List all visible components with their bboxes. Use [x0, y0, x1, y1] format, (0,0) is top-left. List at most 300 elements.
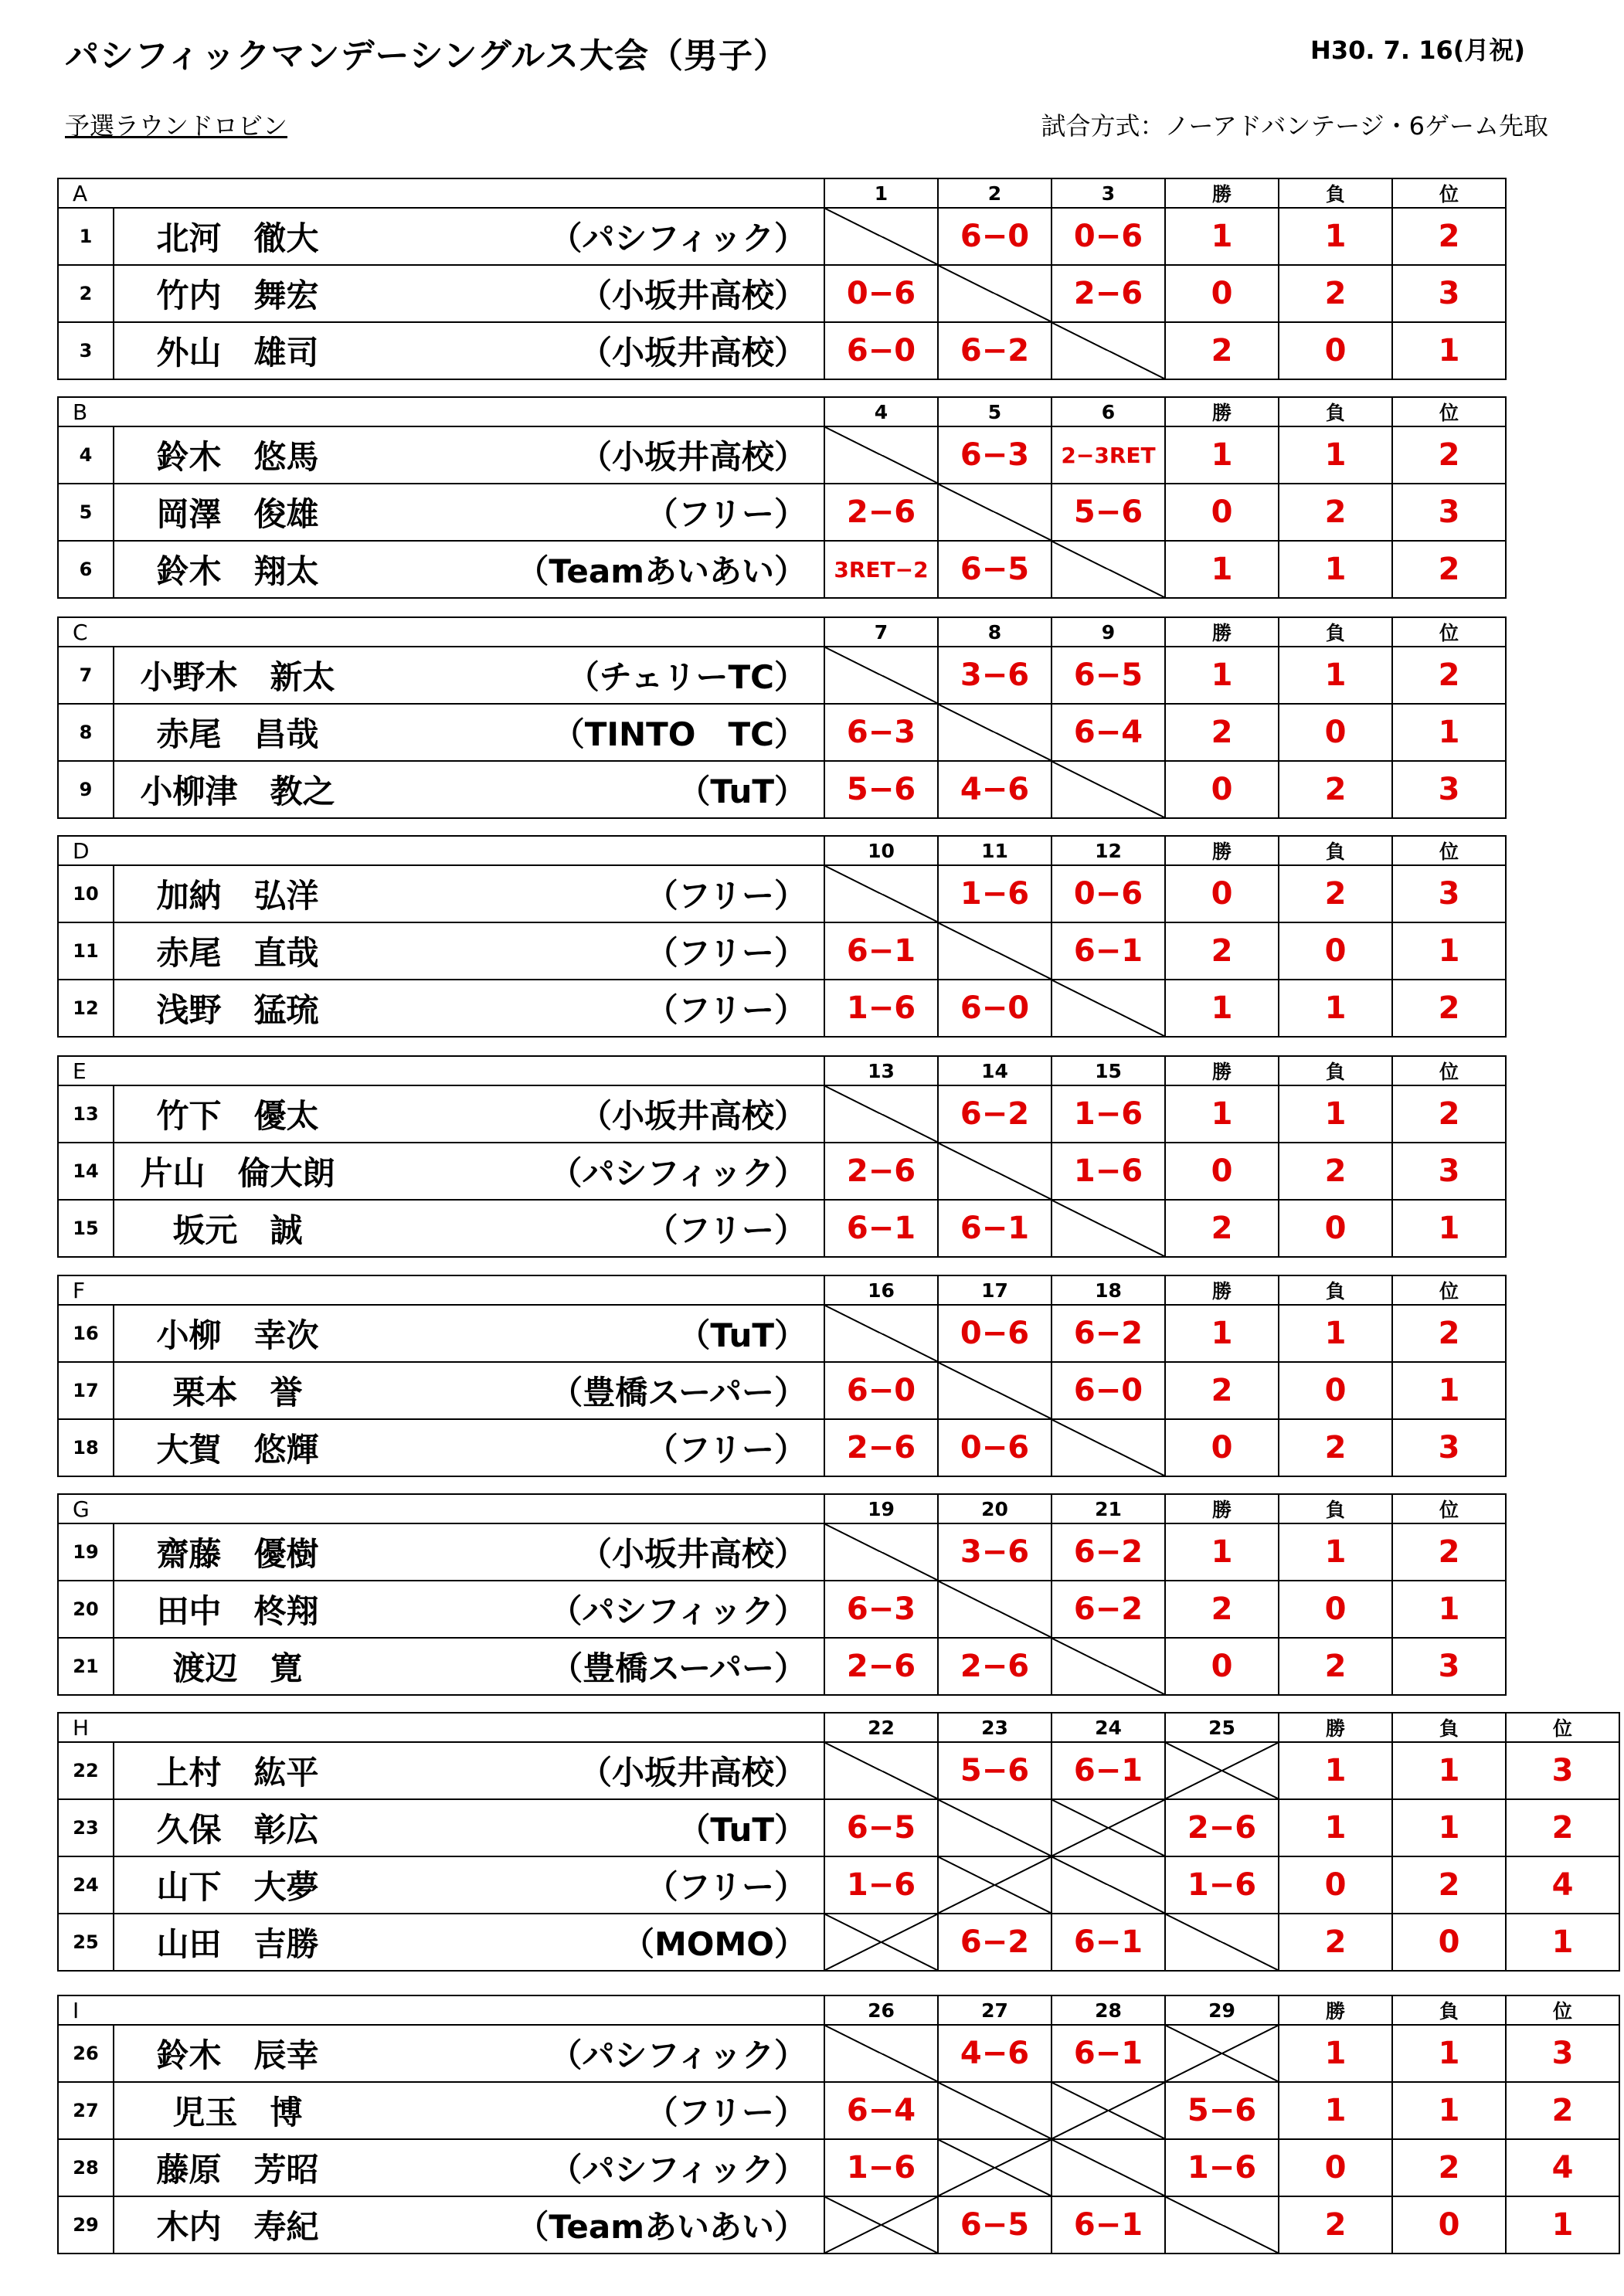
- wins-count: 0: [1165, 1143, 1279, 1200]
- player-row: [58, 2025, 1619, 2082]
- wins-count: 1: [1279, 1742, 1392, 1799]
- no-match-cell: [1052, 1799, 1165, 1856]
- player-row: [58, 2082, 1619, 2139]
- match-score: 6−0: [938, 208, 1052, 265]
- rank-value: 2: [1392, 647, 1506, 704]
- wins-count: 2: [1165, 704, 1279, 761]
- match-score: 0−6: [824, 265, 938, 322]
- player-row: [58, 322, 1506, 379]
- match-score: 6−4: [1052, 704, 1165, 761]
- self-match-cell: [1052, 1200, 1165, 1257]
- player-number: 26: [58, 2025, 114, 2082]
- self-match-cell: [938, 704, 1052, 761]
- player-name: 山田 吉勝: [114, 1914, 361, 1971]
- losses-count: 2: [1279, 1419, 1392, 1476]
- opponent-number-header: 26: [824, 1995, 938, 2025]
- losses-count: 2: [1279, 761, 1392, 818]
- event-date: H30. 7. 16(月祝): [1310, 36, 1525, 65]
- player-name: 久保 彰広: [114, 1799, 361, 1856]
- opponent-number-header: 5: [938, 397, 1052, 426]
- wins-count: 1: [1165, 647, 1279, 704]
- player-row: [58, 1085, 1506, 1143]
- rank-value: 1: [1392, 1200, 1506, 1257]
- match-score: 6−2: [938, 1085, 1052, 1143]
- opponent-number-header: 25: [1165, 1713, 1279, 1742]
- match-score: 6−1: [824, 922, 938, 980]
- player-team: （小坂井高校）: [361, 1523, 824, 1581]
- player-number: 27: [58, 2082, 114, 2139]
- match-score: 6−5: [824, 1799, 938, 1856]
- rank-value: 2: [1392, 426, 1506, 484]
- player-number: 7: [58, 647, 114, 704]
- match-score: 6−1: [938, 1200, 1052, 1257]
- rank-header: 位: [1392, 178, 1506, 208]
- rank-value: 2: [1392, 980, 1506, 1037]
- group-table-a: [57, 178, 1507, 380]
- wins-header: 勝: [1165, 178, 1279, 208]
- player-team: （パシフィック）: [361, 1581, 824, 1638]
- match-score: 6−5: [938, 2196, 1052, 2254]
- match-score: 4−6: [938, 2025, 1052, 2082]
- match-score: 6−5: [938, 541, 1052, 598]
- player-number: 8: [58, 704, 114, 761]
- match-score: 6−1: [1052, 2025, 1165, 2082]
- player-row: [58, 1523, 1506, 1581]
- match-score: 6−3: [824, 704, 938, 761]
- match-score: 6−2: [938, 1914, 1052, 1971]
- rank-value: 3: [1392, 265, 1506, 322]
- player-number: 3: [58, 322, 114, 379]
- match-score: 0−6: [1052, 208, 1165, 265]
- match-format: 試合方式：ノーアドバンテージ・6ゲーム先取: [1041, 111, 1548, 141]
- player-name: 鈴木 辰幸: [114, 2025, 361, 2082]
- opponent-number-header: 18: [1052, 1275, 1165, 1305]
- player-name: 北河 徹大: [114, 208, 361, 265]
- player-number: 16: [58, 1305, 114, 1362]
- self-match-cell: [1052, 1419, 1165, 1476]
- wins-header: 勝: [1279, 1995, 1392, 2025]
- player-number: 9: [58, 761, 114, 818]
- player-number: 6: [58, 541, 114, 598]
- match-score: 1−6: [824, 2139, 938, 2196]
- match-score: 2−6: [824, 484, 938, 541]
- self-match-cell: [938, 484, 1052, 541]
- player-row: [58, 1362, 1506, 1419]
- player-row: [58, 1856, 1619, 1914]
- losses-count: 0: [1279, 922, 1392, 980]
- losses-count: 1: [1392, 1742, 1506, 1799]
- player-team: （フリー）: [361, 1419, 824, 1476]
- match-score: 2−6: [1052, 265, 1165, 322]
- self-match-cell: [1052, 2139, 1165, 2196]
- player-name: 木内 寿紀: [114, 2196, 361, 2254]
- wins-header: 勝: [1279, 1713, 1392, 1742]
- player-name: 竹下 優太: [114, 1085, 361, 1143]
- player-team: （小坂井高校）: [361, 426, 824, 484]
- player-number: 5: [58, 484, 114, 541]
- opponent-number-header: 24: [1052, 1713, 1165, 1742]
- group-table-d: [57, 835, 1507, 1038]
- match-score: 3−6: [938, 1523, 1052, 1581]
- wins-count: 1: [1279, 1799, 1392, 1856]
- match-score: 1−6: [1052, 1085, 1165, 1143]
- losses-count: 1: [1279, 647, 1392, 704]
- losses-header: 負: [1279, 1056, 1392, 1085]
- losses-count: 1: [1279, 541, 1392, 598]
- self-match-cell: [938, 1799, 1052, 1856]
- opponent-number-header: 6: [1052, 397, 1165, 426]
- match-score: 1−6: [824, 1856, 938, 1914]
- player-name: 小柳 幸次: [114, 1305, 361, 1362]
- wins-count: 2: [1165, 1200, 1279, 1257]
- losses-count: 2: [1392, 2139, 1506, 2196]
- wins-count: 0: [1165, 1638, 1279, 1695]
- match-score: 0−6: [1052, 865, 1165, 922]
- player-name: 赤尾 昌哉: [114, 704, 361, 761]
- group-label: B: [58, 397, 824, 426]
- self-match-cell: [1052, 322, 1165, 379]
- player-number: 17: [58, 1362, 114, 1419]
- player-number: 18: [58, 1419, 114, 1476]
- group-table-g: [57, 1493, 1507, 1696]
- self-match-cell: [938, 1581, 1052, 1638]
- player-name: 鈴木 悠馬: [114, 426, 361, 484]
- player-team: （TINTO TC）: [361, 704, 824, 761]
- player-number: 20: [58, 1581, 114, 1638]
- group-header-row: [58, 1995, 1619, 2025]
- opponent-number-header: 11: [938, 836, 1052, 865]
- group-label: E: [58, 1056, 824, 1085]
- player-row: [58, 426, 1506, 484]
- player-row: [58, 1419, 1506, 1476]
- self-match-cell: [1165, 1914, 1279, 1971]
- player-row: [58, 265, 1506, 322]
- player-name: 赤尾 直哉: [114, 922, 361, 980]
- losses-header: 負: [1392, 1995, 1506, 2025]
- player-team: （フリー）: [361, 484, 824, 541]
- player-name: 小柳津 教之: [114, 761, 361, 818]
- group-label: H: [58, 1713, 824, 1742]
- wins-count: 1: [1279, 2025, 1392, 2082]
- match-score: 6−1: [1052, 922, 1165, 980]
- group-header-row: [58, 397, 1506, 426]
- player-row: [58, 865, 1506, 922]
- no-match-cell: [824, 1914, 938, 1971]
- group-header-row: [58, 836, 1506, 865]
- player-team: （フリー）: [361, 865, 824, 922]
- opponent-number-header: 12: [1052, 836, 1165, 865]
- player-team: （Teamあいあい）: [361, 541, 824, 598]
- group-table-b: [57, 396, 1507, 599]
- player-number: 21: [58, 1638, 114, 1695]
- losses-header: 負: [1279, 1494, 1392, 1523]
- opponent-number-header: 23: [938, 1713, 1052, 1742]
- group-label: D: [58, 836, 824, 865]
- player-row: [58, 980, 1506, 1037]
- opponent-number-header: 3: [1052, 178, 1165, 208]
- player-team: （豊橋スーパー）: [361, 1362, 824, 1419]
- wins-header: 勝: [1165, 1056, 1279, 1085]
- wins-count: 1: [1279, 2082, 1392, 2139]
- player-team: （小坂井高校）: [361, 1085, 824, 1143]
- match-score: 6−3: [938, 426, 1052, 484]
- wins-count: 1: [1165, 1305, 1279, 1362]
- wins-header: 勝: [1165, 1275, 1279, 1305]
- match-score: 2−6: [824, 1419, 938, 1476]
- wins-count: 2: [1279, 2196, 1392, 2254]
- losses-count: 1: [1279, 1305, 1392, 1362]
- losses-count: 0: [1279, 1200, 1392, 1257]
- player-team: （TuT）: [361, 1799, 824, 1856]
- opponent-number-header: 20: [938, 1494, 1052, 1523]
- rank-header: 位: [1392, 1275, 1506, 1305]
- match-score: 5−6: [1165, 2082, 1279, 2139]
- match-score: 6−1: [1052, 1914, 1165, 1971]
- player-row: [58, 2139, 1619, 2196]
- wins-count: 2: [1165, 922, 1279, 980]
- wins-count: 0: [1279, 1856, 1392, 1914]
- match-score: 2−6: [824, 1143, 938, 1200]
- losses-count: 1: [1279, 208, 1392, 265]
- self-match-cell: [1052, 761, 1165, 818]
- group-table-h: [57, 1712, 1620, 1972]
- losses-header: 負: [1392, 1713, 1506, 1742]
- rank-value: 3: [1392, 1419, 1506, 1476]
- self-match-cell: [824, 1523, 938, 1581]
- player-row: [58, 1305, 1506, 1362]
- player-name: 岡澤 俊雄: [114, 484, 361, 541]
- player-name: 片山 倫大朗: [114, 1143, 361, 1200]
- match-score: 1−6: [1052, 1143, 1165, 1200]
- rank-value: 1: [1392, 1362, 1506, 1419]
- match-score: 1−6: [938, 865, 1052, 922]
- opponent-number-header: 1: [824, 178, 938, 208]
- losses-count: 1: [1279, 1085, 1392, 1143]
- wins-header: 勝: [1165, 617, 1279, 647]
- losses-count: 1: [1392, 1799, 1506, 1856]
- self-match-cell: [938, 1143, 1052, 1200]
- rank-header: 位: [1506, 1995, 1619, 2025]
- player-row: [58, 1581, 1506, 1638]
- match-score: 6−4: [824, 2082, 938, 2139]
- player-number: 19: [58, 1523, 114, 1581]
- self-match-cell: [1052, 1638, 1165, 1695]
- rank-value: 1: [1392, 322, 1506, 379]
- player-name: 藤原 芳昭: [114, 2139, 361, 2196]
- match-score: 1−6: [1165, 1856, 1279, 1914]
- group-label: F: [58, 1275, 824, 1305]
- opponent-number-header: 13: [824, 1056, 938, 1085]
- group-header-row: [58, 1275, 1506, 1305]
- no-match-cell: [824, 2196, 938, 2254]
- player-team: （小坂井高校）: [361, 322, 824, 379]
- player-row: [58, 484, 1506, 541]
- self-match-cell: [824, 2025, 938, 2082]
- match-score: 0−6: [938, 1419, 1052, 1476]
- self-match-cell: [824, 1305, 938, 1362]
- rank-value: 3: [1392, 1143, 1506, 1200]
- rank-value: 3: [1506, 2025, 1619, 2082]
- losses-header: 負: [1279, 178, 1392, 208]
- player-number: 11: [58, 922, 114, 980]
- match-score: 6−2: [1052, 1581, 1165, 1638]
- self-match-cell: [824, 865, 938, 922]
- wins-count: 0: [1165, 761, 1279, 818]
- no-match-cell: [1052, 2082, 1165, 2139]
- wins-count: 0: [1165, 865, 1279, 922]
- wins-count: 1: [1165, 541, 1279, 598]
- rank-value: 1: [1392, 704, 1506, 761]
- wins-header: 勝: [1165, 1494, 1279, 1523]
- player-team: （小坂井高校）: [361, 265, 824, 322]
- opponent-number-header: 8: [938, 617, 1052, 647]
- match-score: 2−6: [938, 1638, 1052, 1695]
- player-name: 栗本 誉: [114, 1362, 361, 1419]
- self-match-cell: [1052, 980, 1165, 1037]
- match-score: 6−5: [1052, 647, 1165, 704]
- wins-count: 0: [1279, 2139, 1392, 2196]
- player-row: [58, 1914, 1619, 1971]
- match-score: 5−6: [824, 761, 938, 818]
- rank-value: 1: [1392, 1581, 1506, 1638]
- opponent-number-header: 4: [824, 397, 938, 426]
- player-team: （フリー）: [361, 980, 824, 1037]
- losses-header: 負: [1279, 836, 1392, 865]
- self-match-cell: [824, 647, 938, 704]
- player-row: [58, 1799, 1619, 1856]
- wins-count: 2: [1165, 1581, 1279, 1638]
- player-team: （チェリーTC）: [361, 647, 824, 704]
- opponent-number-header: 21: [1052, 1494, 1165, 1523]
- wins-count: 1: [1165, 426, 1279, 484]
- losses-count: 0: [1392, 2196, 1506, 2254]
- player-name: 齋藤 優樹: [114, 1523, 361, 1581]
- group-label: A: [58, 178, 824, 208]
- wins-count: 0: [1165, 265, 1279, 322]
- wins-count: 0: [1165, 484, 1279, 541]
- losses-count: 0: [1279, 1581, 1392, 1638]
- losses-count: 0: [1279, 322, 1392, 379]
- losses-count: 0: [1392, 1914, 1506, 1971]
- opponent-number-header: 9: [1052, 617, 1165, 647]
- document-title: パシフィックマンデーシングルス大会（男子）: [65, 36, 788, 76]
- rank-header: 位: [1392, 836, 1506, 865]
- losses-count: 1: [1392, 2082, 1506, 2139]
- player-number: 29: [58, 2196, 114, 2254]
- self-match-cell: [824, 208, 938, 265]
- wins-header: 勝: [1165, 397, 1279, 426]
- self-match-cell: [1052, 1856, 1165, 1914]
- player-number: 1: [58, 208, 114, 265]
- opponent-number-header: 7: [824, 617, 938, 647]
- rank-value: 2: [1392, 541, 1506, 598]
- match-score: 6−1: [824, 1200, 938, 1257]
- losses-count: 2: [1279, 484, 1392, 541]
- match-score: 2−3RET: [1052, 426, 1165, 484]
- player-number: 12: [58, 980, 114, 1037]
- player-number: 25: [58, 1914, 114, 1971]
- opponent-number-header: 17: [938, 1275, 1052, 1305]
- opponent-number-header: 14: [938, 1056, 1052, 1085]
- player-team: （パシフィック）: [361, 208, 824, 265]
- match-score: 3RET−2: [824, 541, 938, 598]
- losses-count: 2: [1392, 1856, 1506, 1914]
- opponent-number-header: 28: [1052, 1995, 1165, 2025]
- player-row: [58, 1143, 1506, 1200]
- losses-count: 1: [1279, 1523, 1392, 1581]
- player-name: 渡辺 寛: [114, 1638, 361, 1695]
- player-row: [58, 761, 1506, 818]
- player-name: 竹内 舞宏: [114, 265, 361, 322]
- rank-value: 2: [1392, 1523, 1506, 1581]
- losses-header: 負: [1279, 397, 1392, 426]
- player-team: （フリー）: [361, 922, 824, 980]
- match-score: 3−6: [938, 647, 1052, 704]
- player-team: （パシフィック）: [361, 2025, 824, 2082]
- player-number: 24: [58, 1856, 114, 1914]
- player-row: [58, 541, 1506, 598]
- self-match-cell: [938, 2082, 1052, 2139]
- player-number: 10: [58, 865, 114, 922]
- player-row: [58, 647, 1506, 704]
- rank-value: 3: [1506, 1742, 1619, 1799]
- player-name: 鈴木 翔太: [114, 541, 361, 598]
- self-match-cell: [1165, 2196, 1279, 2254]
- player-name: 山下 大夢: [114, 1856, 361, 1914]
- wins-header: 勝: [1165, 836, 1279, 865]
- rank-value: 2: [1506, 1799, 1619, 1856]
- player-name: 小野木 新太: [114, 647, 361, 704]
- player-name: 坂元 誠: [114, 1200, 361, 1257]
- rank-header: 位: [1392, 617, 1506, 647]
- player-team: （Teamあいあい）: [361, 2196, 824, 2254]
- self-match-cell: [938, 922, 1052, 980]
- match-score: 6−2: [1052, 1523, 1165, 1581]
- player-team: （MOMO）: [361, 1914, 824, 1971]
- opponent-number-header: 16: [824, 1275, 938, 1305]
- opponent-number-header: 22: [824, 1713, 938, 1742]
- group-label: I: [58, 1995, 824, 2025]
- losses-count: 1: [1279, 980, 1392, 1037]
- player-number: 15: [58, 1200, 114, 1257]
- rank-value: 4: [1506, 1856, 1619, 1914]
- losses-count: 1: [1392, 2025, 1506, 2082]
- player-team: （フリー）: [361, 2082, 824, 2139]
- losses-count: 2: [1279, 1638, 1392, 1695]
- player-team: （豊橋スーパー）: [361, 1638, 824, 1695]
- opponent-number-header: 2: [938, 178, 1052, 208]
- wins-count: 2: [1165, 1362, 1279, 1419]
- player-team: （TuT）: [361, 1305, 824, 1362]
- group-label: G: [58, 1494, 824, 1523]
- losses-count: 0: [1279, 1362, 1392, 1419]
- player-number: 2: [58, 265, 114, 322]
- losses-header: 負: [1279, 617, 1392, 647]
- player-team: （小坂井高校）: [361, 1742, 824, 1799]
- player-number: 13: [58, 1085, 114, 1143]
- player-name: 田中 柊翔: [114, 1581, 361, 1638]
- wins-count: 2: [1165, 322, 1279, 379]
- player-number: 14: [58, 1143, 114, 1200]
- self-match-cell: [938, 265, 1052, 322]
- losses-count: 2: [1279, 1143, 1392, 1200]
- player-row: [58, 704, 1506, 761]
- match-score: 6−0: [938, 980, 1052, 1037]
- match-score: 6−1: [1052, 2196, 1165, 2254]
- round-label: 予選ラウンドロビン: [65, 111, 288, 141]
- group-header-row: [58, 1056, 1506, 1085]
- player-team: （TuT）: [361, 761, 824, 818]
